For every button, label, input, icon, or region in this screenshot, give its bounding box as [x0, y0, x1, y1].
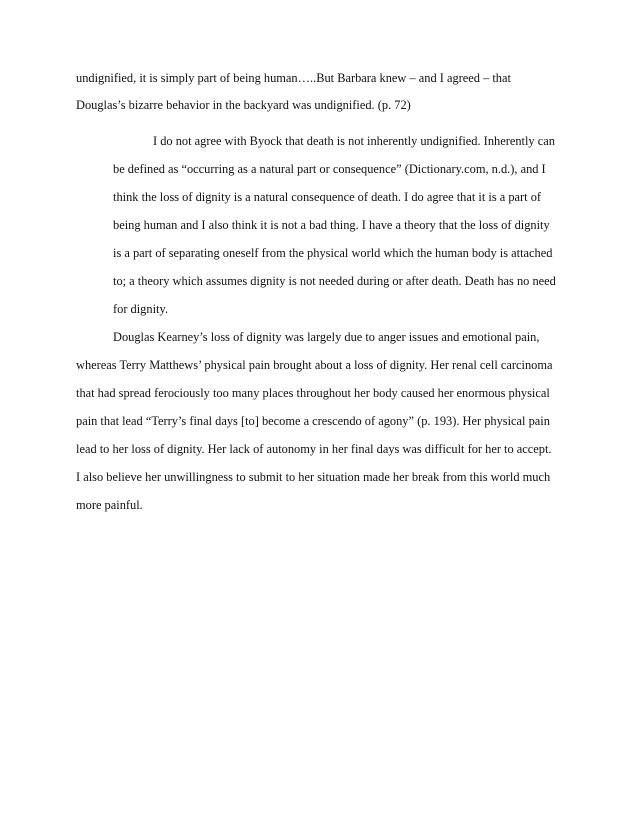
text-line: whereas Terry Matthews’ physical pain brought about a loss of dignity. Her renal cell carcinoma: [76, 358, 553, 372]
text-line: Douglas Kearney’s loss of dignity was largely due to anger issues and emotional pain,: [113, 330, 540, 344]
text-line: being human and I also think it is not a bad thing. I have a theory that the loss of dignity: [113, 218, 550, 232]
text-line: Douglas’s bizarre behavior in the backyard was undignified. (p. 72): [76, 98, 411, 112]
text-line: for dignity.: [113, 302, 168, 316]
text-line: is a part of separating oneself from the physical world which the human body is attached: [113, 246, 553, 260]
text-line: to; a theory which assumes dignity is not needed during or after death. Death has no need: [113, 274, 556, 288]
text-line: think the loss of dignity is a natural consequence of death. I do agree that it is a part of: [113, 190, 542, 204]
text-line: more painful.: [76, 498, 143, 512]
text-line: pain that lead “Terry’s final days [to] become a crescendo of agony” (p. 193). Her physical pain: [76, 414, 550, 428]
text-line: I also believe her unwillingness to submit to her situation made her break from this world much: [76, 470, 551, 484]
text-line: undignified, it is simply part of being human…..But Barbara knew – and I agreed – that: [76, 71, 511, 85]
text-line: I do not agree with Byock that death is not inherently undignified. Inherently can: [153, 134, 555, 148]
text-line: be defined as “occurring as a natural part or consequence” (Dictionary.com, n.d.), and I: [113, 162, 546, 176]
text-line: that had spread ferociously too many places throughout her body caused her enormous physical: [76, 386, 550, 400]
text-line: lead to her loss of dignity. Her lack of autonomy in her final days was difficult for her to accept.: [76, 442, 552, 456]
